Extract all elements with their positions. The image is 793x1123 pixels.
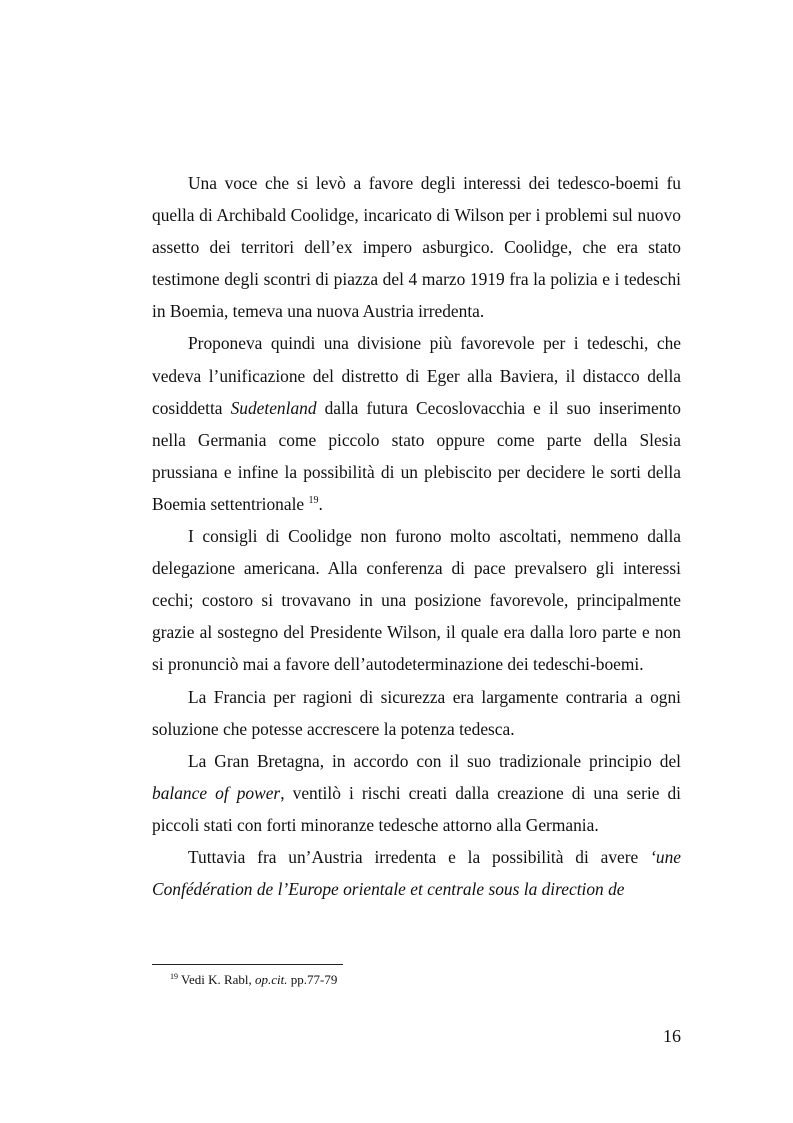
paragraph — [152, 167, 681, 327]
paragraph — [152, 520, 681, 680]
body-text — [152, 167, 681, 905]
footnote-text: Vedi K. Rabl, — [181, 972, 256, 987]
paragraph-text: Tuttavia fra un’Austria irredenta e la possibilità di avere — [188, 846, 651, 867]
page-number: 16 — [663, 1026, 681, 1046]
paragraph-text: Proponeva quindi una divisione più favorevole per i tedeschi, che vedeva l’unificazione del distretto di Eger alla Baviera, il distacco della cosiddetta — [152, 333, 681, 418]
paragraph — [152, 745, 681, 841]
paragraph — [152, 841, 681, 905]
footnote-reference[interactable]: 19 — [308, 494, 319, 506]
paragraph-text: , ventilò i rischi creati dalla creazione di una serie di piccoli stati con forti minoranze tedesche attorno alla Germania. — [152, 782, 682, 835]
footnote-separator — [152, 964, 343, 965]
paragraph-text: I consigli di Coolidge non furono molto ascoltati, nemmeno dalla delegazione americana. Alla conferenza di pace prevalsero gli interessi cechi; costoro si trovavano in una posizione favorevole, principalmente grazie al sostegno del Presidente Wilson, il quale era dalla loro parte e non si pronunciò mai a favore dell’autodeterminazione dei tedeschi-boemi. — [152, 526, 681, 675]
paragraph-text: La Francia per ragioni di sicurezza era largamente contraria a ogni soluzione che potesse accrescere la potenza tedesca. — [152, 686, 681, 739]
footnote-number: 19 — [170, 972, 178, 981]
paragraph-text: Una voce che si levò a favore degli interessi dei tedesco-boemi fu quella di Archibald Coolidge, incaricato di Wilson per i problemi sul nuovo assetto dei territori dell’ex impero asburgico. Coolidge, che era stato testimone degli scontri di piazza del 4 marzo 1919 fra la polizia e i tedeschi in Boemia, temeva una nuova Austria irredenta. — [152, 173, 681, 322]
paragraph-text: . — [318, 493, 323, 514]
footnote-italic: op.cit. — [255, 972, 288, 987]
italic-term-sudetenland: Sudetenland — [230, 397, 317, 418]
paragraph-text: La Gran Bretagna, in accordo con il suo tradizionale principio del — [188, 750, 681, 771]
paragraph-text: dalla futura Cecoslovacchia e il suo inserimento nella Germania come piccolo stato oppure come parte della Slesia prussiana e infine la possibilità di un plebiscito per decidere le sorti della Boemia settentrionale — [152, 397, 681, 514]
italic-quotation: ‘une Confédération de l’Europe orientale et centrale sous la direction de — [152, 846, 681, 900]
footnote — [170, 971, 337, 989]
footnote-text: pp.77-79 — [287, 972, 338, 987]
paragraph — [152, 681, 681, 745]
paragraph — [152, 327, 681, 520]
italic-term-balance-of-power: balance of power — [152, 782, 281, 803]
